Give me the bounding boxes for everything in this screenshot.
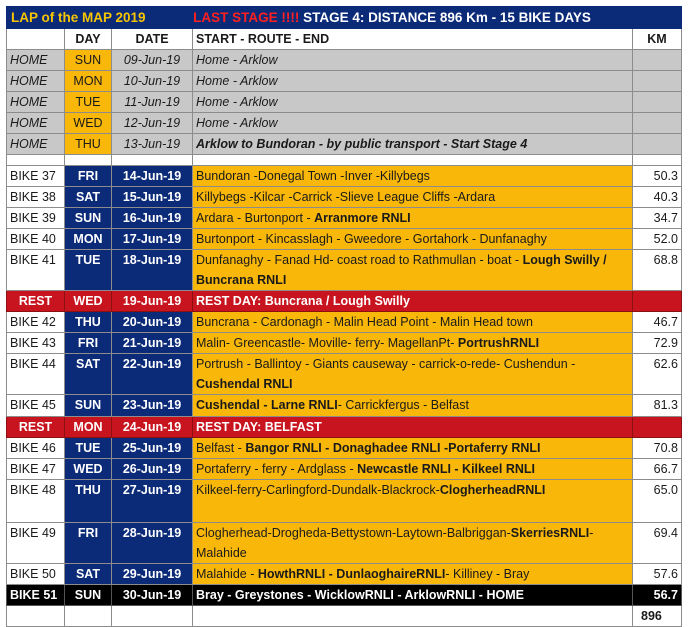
row-day: SUN bbox=[65, 395, 112, 417]
row-label: BIKE 41 bbox=[7, 250, 65, 291]
stage-row bbox=[7, 187, 682, 208]
row-km: 72.9 bbox=[633, 333, 682, 354]
stage-row bbox=[7, 333, 682, 354]
home-row bbox=[7, 50, 682, 71]
row-route: Bundoran -Donegal Town -Inver -Killybegs bbox=[193, 166, 633, 187]
row-km: 68.8 bbox=[633, 250, 682, 291]
row-route: Bray - Greystones - WicklowRNLI - ArklowRNLI - HOME bbox=[193, 585, 633, 606]
row-km: 57.6 bbox=[633, 564, 682, 585]
row-day: THU bbox=[65, 312, 112, 333]
row-km bbox=[633, 113, 682, 134]
row-label: BIKE 37 bbox=[7, 166, 65, 187]
home-row bbox=[7, 134, 682, 155]
row-label: REST bbox=[7, 291, 65, 312]
row-date: 22-Jun-19 bbox=[112, 354, 193, 395]
row-route: Ardara - Burtonport - Arranmore RNLI bbox=[193, 208, 633, 229]
row-label: BIKE 51 bbox=[7, 585, 65, 606]
row-km: 70.8 bbox=[633, 438, 682, 459]
stage-row bbox=[7, 564, 682, 585]
row-date: 20-Jun-19 bbox=[112, 312, 193, 333]
row-date: 13-Jun-19 bbox=[112, 134, 193, 155]
row-label: BIKE 40 bbox=[7, 229, 65, 250]
row-km: 66.7 bbox=[633, 459, 682, 480]
row-date: 23-Jun-19 bbox=[112, 395, 193, 417]
title-cell bbox=[7, 7, 682, 29]
row-km: 46.7 bbox=[633, 312, 682, 333]
row-route: Killybegs -Kilcar -Carrick -Slieve League Cliffs -Ardara bbox=[193, 187, 633, 208]
stage-row bbox=[7, 312, 682, 333]
row-route: Malin- Greencastle- Moville- ferry- MagellanPt- PortrushRNLI bbox=[193, 333, 633, 354]
row-km: 50.3 bbox=[633, 166, 682, 187]
header-date: DATE bbox=[112, 29, 193, 50]
row-km: 56.7 bbox=[633, 585, 682, 606]
row-date: 09-Jun-19 bbox=[112, 50, 193, 71]
row-route: Portrush - Ballintoy - Giants causeway - carrick-o-rede- Cushendun - Cushendal RNLI bbox=[193, 354, 633, 395]
row-route: REST DAY: BELFAST bbox=[193, 417, 633, 438]
title-lap: LAP of the MAP 2019 bbox=[11, 9, 146, 25]
row-label: BIKE 42 bbox=[7, 312, 65, 333]
row-day: MON bbox=[65, 229, 112, 250]
row-route: Portaferry - ferry - Ardglass - Newcastle RNLI - Kilkeel RNLI bbox=[193, 459, 633, 480]
spacer-row bbox=[7, 155, 682, 166]
header-row bbox=[7, 29, 682, 50]
stage-row bbox=[7, 459, 682, 480]
row-day: MON bbox=[65, 71, 112, 92]
row-date: 14-Jun-19 bbox=[112, 166, 193, 187]
stage-row bbox=[7, 166, 682, 187]
stage-row bbox=[7, 395, 682, 417]
row-date: 30-Jun-19 bbox=[112, 585, 193, 606]
row-label: BIKE 49 bbox=[7, 523, 65, 564]
row-label: BIKE 38 bbox=[7, 187, 65, 208]
row-date: 10-Jun-19 bbox=[112, 71, 193, 92]
row-label: BIKE 46 bbox=[7, 438, 65, 459]
row-date: 25-Jun-19 bbox=[112, 438, 193, 459]
title-stage: STAGE 4: DISTANCE 896 Km - 15 BIKE DAYS bbox=[303, 9, 591, 25]
row-day: WED bbox=[65, 291, 112, 312]
row-date: 18-Jun-19 bbox=[112, 250, 193, 291]
title-last-stage: LAST STAGE !!!! bbox=[193, 9, 300, 25]
row-km: 81.3 bbox=[633, 395, 682, 417]
row-route: Kilkeel-ferry-Carlingford-Dundalk-Blackrock-ClogherheadRNLI bbox=[193, 480, 633, 523]
row-label: BIKE 48 bbox=[7, 480, 65, 523]
row-route: Clogherhead-Drogheda-Bettystown-Laytown-Balbriggan-SkerriesRNLI-Malahide bbox=[193, 523, 633, 564]
row-day: SAT bbox=[65, 187, 112, 208]
row-label: HOME bbox=[7, 50, 65, 71]
total-row bbox=[7, 606, 682, 627]
row-day: MON bbox=[65, 417, 112, 438]
row-km: 62.6 bbox=[633, 354, 682, 395]
row-day: TUE bbox=[65, 250, 112, 291]
stage-row bbox=[7, 523, 682, 564]
row-day: FRI bbox=[65, 333, 112, 354]
stage-row bbox=[7, 250, 682, 291]
row-km bbox=[633, 417, 682, 438]
row-route: Burtonport - Kincasslagh - Gweedore - Gortahork - Dunfanaghy bbox=[193, 229, 633, 250]
home-row bbox=[7, 92, 682, 113]
row-date: 29-Jun-19 bbox=[112, 564, 193, 585]
row-km bbox=[633, 71, 682, 92]
title-row bbox=[7, 7, 682, 29]
row-label: REST bbox=[7, 417, 65, 438]
row-label: BIKE 47 bbox=[7, 459, 65, 480]
home-row bbox=[7, 71, 682, 92]
row-route: Home - Arklow bbox=[193, 92, 633, 113]
stage-table bbox=[6, 6, 682, 627]
row-route: Home - Arklow bbox=[193, 113, 633, 134]
row-date: 12-Jun-19 bbox=[112, 113, 193, 134]
header-day: DAY bbox=[65, 29, 112, 50]
row-label: HOME bbox=[7, 92, 65, 113]
row-date: 11-Jun-19 bbox=[112, 92, 193, 113]
row-date: 21-Jun-19 bbox=[112, 333, 193, 354]
row-route: Home - Arklow bbox=[193, 71, 633, 92]
row-date: 24-Jun-19 bbox=[112, 417, 193, 438]
row-day: TUE bbox=[65, 438, 112, 459]
row-km bbox=[633, 50, 682, 71]
home-row bbox=[7, 113, 682, 134]
row-date: 26-Jun-19 bbox=[112, 459, 193, 480]
row-route: REST DAY: Buncrana / Lough Swilly bbox=[193, 291, 633, 312]
row-day: SUN bbox=[65, 585, 112, 606]
row-label: BIKE 43 bbox=[7, 333, 65, 354]
row-label: BIKE 50 bbox=[7, 564, 65, 585]
row-day: TUE bbox=[65, 92, 112, 113]
row-route: Malahide - HowthRNLI - DunlaoghaireRNLI- Killiney - Bray bbox=[193, 564, 633, 585]
row-day: FRI bbox=[65, 523, 112, 564]
row-date: 27-Jun-19 bbox=[112, 480, 193, 523]
final-row bbox=[7, 585, 682, 606]
row-km bbox=[633, 92, 682, 113]
total-km: 896 bbox=[633, 606, 682, 627]
row-date: 15-Jun-19 bbox=[112, 187, 193, 208]
rest-row bbox=[7, 417, 682, 438]
stage-row bbox=[7, 208, 682, 229]
row-day: WED bbox=[65, 459, 112, 480]
header-route: START - ROUTE - END bbox=[193, 29, 633, 50]
row-route: Buncrana - Cardonagh - Malin Head Point - Malin Head town bbox=[193, 312, 633, 333]
row-date: 16-Jun-19 bbox=[112, 208, 193, 229]
row-route: Dunfanaghy - Fanad Hd- coast road to Rathmullan - boat - Lough Swilly / Buncrana RNLI bbox=[193, 250, 633, 291]
row-label: BIKE 39 bbox=[7, 208, 65, 229]
row-km: 40.3 bbox=[633, 187, 682, 208]
row-day: FRI bbox=[65, 166, 112, 187]
row-date: 17-Jun-19 bbox=[112, 229, 193, 250]
row-date: 28-Jun-19 bbox=[112, 523, 193, 564]
stage-row bbox=[7, 480, 682, 523]
row-km: 34.7 bbox=[633, 208, 682, 229]
row-day: SUN bbox=[65, 208, 112, 229]
row-label: BIKE 44 bbox=[7, 354, 65, 395]
row-km bbox=[633, 291, 682, 312]
header-label bbox=[7, 29, 65, 50]
row-day: THU bbox=[65, 134, 112, 155]
row-km: 65.0 bbox=[633, 480, 682, 523]
row-date: 19-Jun-19 bbox=[112, 291, 193, 312]
row-label: BIKE 45 bbox=[7, 395, 65, 417]
row-km: 52.0 bbox=[633, 229, 682, 250]
header-km: KM bbox=[633, 29, 682, 50]
stage-row bbox=[7, 229, 682, 250]
row-km bbox=[633, 134, 682, 155]
row-day: THU bbox=[65, 480, 112, 523]
row-day: WED bbox=[65, 113, 112, 134]
row-route: Arklow to Bundoran - by public transport - Start Stage 4 bbox=[193, 134, 633, 155]
row-day: SAT bbox=[65, 564, 112, 585]
row-route: Home - Arklow bbox=[193, 50, 633, 71]
row-label: HOME bbox=[7, 113, 65, 134]
row-label: HOME bbox=[7, 134, 65, 155]
row-route: Cushendal - Larne RNLI- Carrickfergus - Belfast bbox=[193, 395, 633, 417]
row-day: SAT bbox=[65, 354, 112, 395]
stage-row bbox=[7, 354, 682, 395]
row-km: 69.4 bbox=[633, 523, 682, 564]
row-label: HOME bbox=[7, 71, 65, 92]
rest-row bbox=[7, 291, 682, 312]
row-route: Belfast - Bangor RNLI - Donaghadee RNLI -Portaferry RNLI bbox=[193, 438, 633, 459]
row-day: SUN bbox=[65, 50, 112, 71]
stage-row bbox=[7, 438, 682, 459]
